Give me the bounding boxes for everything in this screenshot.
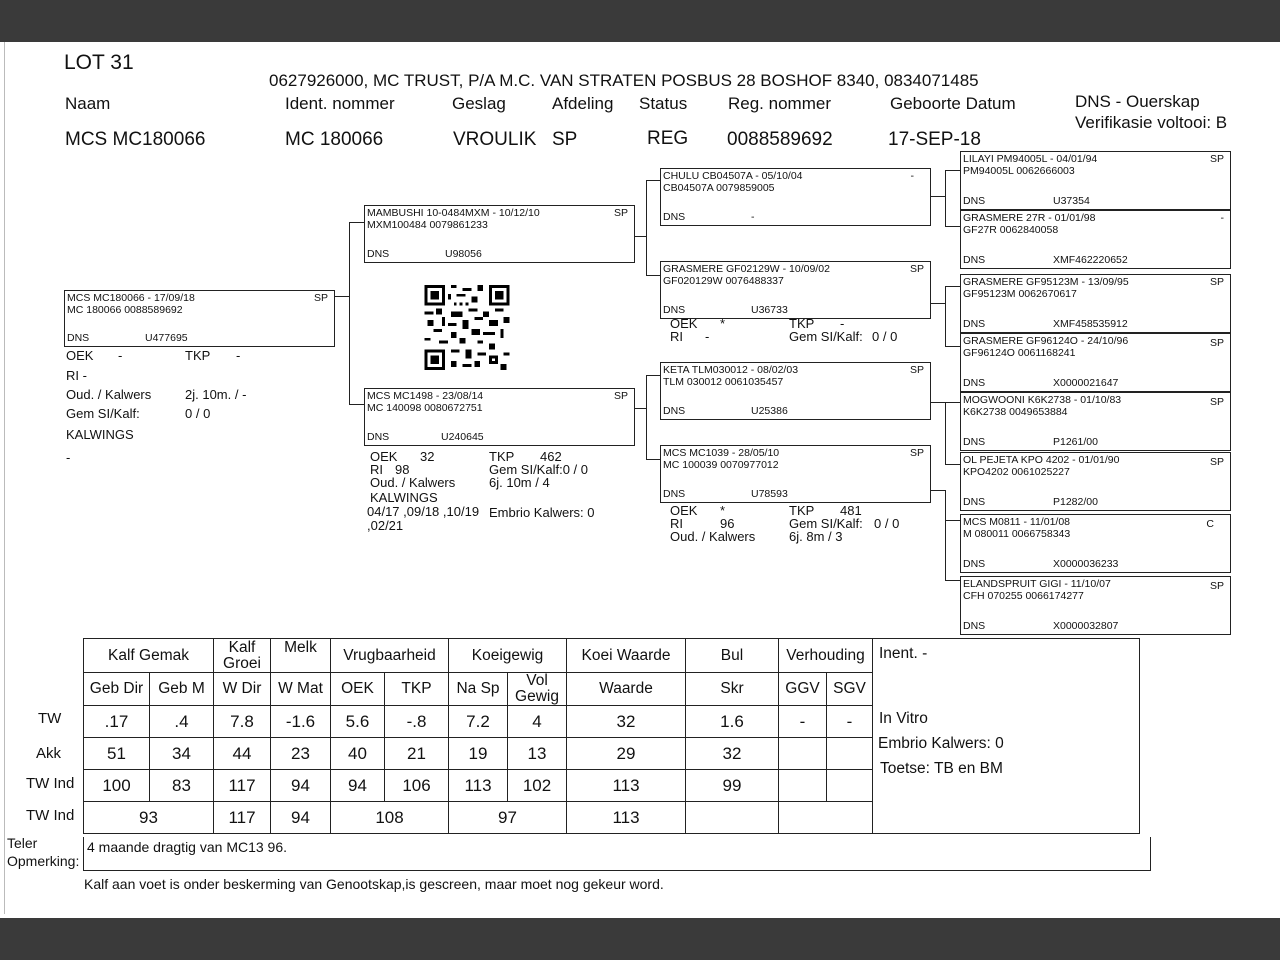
sub-geb-m: Geb M <box>150 673 214 706</box>
ggp-dns-value: X0000032807 <box>1053 620 1119 632</box>
connector <box>349 222 364 223</box>
akk-cell: 32 <box>686 738 779 770</box>
dam-oek-value: 32 <box>420 449 435 464</box>
gp-line1: MCS MC1039 - 28/05/10 <box>663 447 780 459</box>
sub-na-sp: Na Sp <box>449 673 508 706</box>
connector <box>349 222 350 404</box>
gp4-gem-value: 0 / 0 <box>874 516 900 531</box>
akk-cell: 34 <box>150 738 214 770</box>
great-grandparent-box-1 <box>960 151 1231 210</box>
value-afdeling: SP <box>552 129 578 150</box>
gp-sex: SP <box>909 447 924 459</box>
ggp-line2: GF27R 0062840058 <box>963 224 1059 236</box>
connector <box>646 375 647 459</box>
group-koeigewig: Koeigewig <box>449 639 567 673</box>
dam-oek-label: OEK <box>370 449 398 464</box>
animal-kalwings-value: - <box>66 450 71 465</box>
ggp-dns-label: DNS <box>963 558 986 570</box>
ggp-dns-value: XMF462220652 <box>1053 254 1128 266</box>
ggp-sex: SP <box>1209 276 1224 288</box>
gp4-tkp-value: 481 <box>840 503 862 518</box>
value-reg: 0088589692 <box>727 129 833 150</box>
label-ident: Ident. nommer <box>285 94 395 113</box>
connector <box>945 580 960 581</box>
gp-dns-label: DNS <box>663 405 686 417</box>
ggp-dns-value: X0000036233 <box>1053 558 1119 570</box>
connector <box>930 402 945 403</box>
connector <box>646 459 660 460</box>
ggp-dns-label: DNS <box>963 254 986 266</box>
connector <box>945 402 946 464</box>
connector <box>945 490 946 580</box>
in-vitro: In Vitro <box>879 710 928 727</box>
ggp-line2: K6K2738 0049653884 <box>963 406 1068 418</box>
connector <box>334 296 349 297</box>
akk-cell: 40 <box>331 738 385 770</box>
animal-line1: MCS MC180066 - 17/09/18 <box>67 292 195 304</box>
great-grandparent-box-7 <box>960 514 1231 573</box>
top-dark-band <box>0 0 1280 42</box>
inent: Inent. - <box>879 645 928 662</box>
gp-sex: - <box>910 170 914 182</box>
animal-sex: SP <box>313 292 328 304</box>
gp-line1: CHULU CB04507A - 05/10/04 <box>663 170 803 182</box>
connector <box>930 490 945 491</box>
owner-line: 0627926000, MC TRUST, P/A M.C. VAN STRATEN POSBUS 28 BOSHOF 8340, 0834071485 <box>269 71 979 90</box>
remarks-box <box>83 837 1151 871</box>
sub-ggv: GGV <box>779 673 827 706</box>
ggp-line2: GF95123M 0062670617 <box>963 288 1077 300</box>
tw-cell: -.8 <box>385 706 449 738</box>
great-grandparent-box-2 <box>960 210 1231 269</box>
great-grandparent-box-5 <box>960 392 1231 451</box>
gp-line2: MC 100039 0070977012 <box>663 459 779 471</box>
tw-cell: 7.8 <box>214 706 271 738</box>
sire-box <box>364 205 635 263</box>
animal-tkp-label: TKP <box>185 348 211 363</box>
sub-w-dir: W Dir <box>214 673 271 706</box>
tw-cell: .17 <box>84 706 150 738</box>
label-afdeling: Afdeling <box>552 94 614 113</box>
gp4-oek-value: * <box>720 503 726 518</box>
gp4-oud-value: 6j. 8m / 3 <box>789 529 843 544</box>
animal-tkp-value: - <box>236 348 241 363</box>
value-ident: MC 180066 <box>285 129 384 150</box>
ggp-line2: KPO4202 0061025227 <box>963 466 1070 478</box>
ggp-dns-label: DNS <box>963 620 986 632</box>
animal-oek-label: OEK <box>66 348 94 363</box>
akk-cell: 29 <box>567 738 686 770</box>
akk-cell: 13 <box>508 738 567 770</box>
tw-cell: - <box>827 706 873 738</box>
sire-dns-label: DNS <box>367 248 390 260</box>
dam-line2: MC 140098 0080672751 <box>367 402 483 414</box>
ggp-dns-label: DNS <box>963 436 986 448</box>
twind-cell <box>827 770 873 802</box>
sub-sgv: SGV <box>827 673 873 706</box>
animal-line2: MC 180066 0088589692 <box>67 304 183 316</box>
gp-dns-value: U25386 <box>751 405 788 417</box>
gp-line2: CB04507A 0079859005 <box>663 182 775 194</box>
twind-cell: 94 <box>331 770 385 802</box>
row-label-tw: TW <box>38 710 62 727</box>
grandparent-box-3 <box>660 362 931 420</box>
group-koei-waarde: Koei Waarde <box>567 639 686 673</box>
ggp-sex: SP <box>1209 396 1224 408</box>
ggp-line1: GRASMERE GF96124O - 24/10/96 <box>963 335 1129 347</box>
connector <box>945 346 960 347</box>
gp2-gem-label: Gem SI/Kalf: <box>789 329 863 344</box>
lot-number: LOT 31 <box>64 51 134 74</box>
ggp-sex: SP <box>1209 337 1224 349</box>
ggp-line1: LILAYI PM94005L - 04/01/94 <box>963 153 1098 165</box>
tw-cell: .4 <box>150 706 214 738</box>
dam-line1: MCS MC1498 - 23/08/14 <box>367 390 484 402</box>
twind-cell: 117 <box>214 770 271 802</box>
ggp-dns-label: DNS <box>963 496 986 508</box>
gp-dns-value: U78593 <box>751 488 788 500</box>
label-reg: Reg. nommer <box>728 94 831 113</box>
tw-cell: 1.6 <box>686 706 779 738</box>
gp2-oek-value: * <box>720 316 726 331</box>
gp2-oek-label: OEK <box>670 316 698 331</box>
dam-embrio: Embrio Kalwers: 0 <box>489 505 595 520</box>
twind2-cell: 108 <box>331 802 449 834</box>
ggp-sex: C <box>1206 518 1214 530</box>
gp4-tkp-label: TKP <box>789 503 815 518</box>
connector <box>349 404 364 405</box>
toetse: Toetse: TB en BM <box>880 760 1003 777</box>
sub-vol-gewig: Vol Gewig <box>508 673 567 706</box>
gp-dns-label: DNS <box>663 488 686 500</box>
dam-oud-label: Oud. / Kalwers <box>370 475 456 490</box>
dam-gem: Gem SI/Kalf:0 / 0 <box>489 462 588 477</box>
remarks-label-teler: Teler <box>7 835 38 851</box>
ggp-line1: OL PEJETA KPO 4202 - 01/01/90 <box>963 454 1120 466</box>
ggp-dns-label: DNS <box>963 195 986 207</box>
twind2-cell <box>779 802 873 834</box>
animal-oek-value: - <box>118 348 123 363</box>
connector <box>945 170 946 226</box>
sub-oek: OEK <box>331 673 385 706</box>
gp4-ri-label: RI <box>670 516 683 531</box>
gp-sex: SP <box>909 263 924 275</box>
ggp-sex: SP <box>1209 456 1224 468</box>
twind-cell: 100 <box>84 770 150 802</box>
tw-cell: 7.2 <box>449 706 508 738</box>
sire-dns-value: U98056 <box>445 248 482 260</box>
ggp-line2: PM94005L 0062666003 <box>963 165 1075 177</box>
ggp-line2: M 080011 0066758343 <box>963 528 1071 540</box>
label-status: Status <box>639 94 688 113</box>
ggp-sex: - <box>1220 212 1224 224</box>
dam-kalwings-dates-2: ,02/21 <box>367 518 404 533</box>
connector <box>945 520 960 521</box>
remarks-label-opmerking: Opmerking: <box>7 853 80 869</box>
great-grandparent-box-8 <box>960 576 1231 635</box>
grandparent-box-1 <box>660 168 931 226</box>
twind-cell: 113 <box>449 770 508 802</box>
gp-dns-value: U36733 <box>751 304 788 316</box>
label-geslag: Geslag <box>452 94 506 113</box>
connector <box>945 170 960 171</box>
ggp-line2: CFH 070255 0066174277 <box>963 590 1084 602</box>
dam-sex: SP <box>613 390 628 402</box>
ggp-line1: ELANDSPRUIT GIGI - 11/10/07 <box>963 578 1111 590</box>
sub-w-mat: W Mat <box>271 673 331 706</box>
twind-cell: 113 <box>567 770 686 802</box>
gp4-oud-label: Oud. / Kalwers <box>670 529 756 544</box>
akk-cell: 23 <box>271 738 331 770</box>
row-label-tw-ind: TW Ind <box>26 775 75 792</box>
value-geboorte: 17-SEP-18 <box>888 129 981 150</box>
sire-line1: MAMBUSHI 10-0484MXM - 10/12/10 <box>367 207 540 219</box>
connector <box>945 226 960 227</box>
animal-oud-label: Oud. / Kalwers <box>66 387 152 402</box>
connector <box>945 286 946 346</box>
ggp-line1: MCS M0811 - 11/01/08 <box>963 516 1070 528</box>
grandparent-box-4 <box>660 445 931 503</box>
gp2-gem-value: 0 / 0 <box>872 329 898 344</box>
connector <box>930 303 945 304</box>
twind-cell: 99 <box>686 770 779 802</box>
akk-cell <box>827 738 873 770</box>
connector <box>646 275 660 276</box>
twind-cell: 106 <box>385 770 449 802</box>
dam-tkp-value: 462 <box>540 449 562 464</box>
sub-geb-dir: Geb Dir <box>84 673 150 706</box>
row-label-akk: Akk <box>36 745 62 762</box>
great-grandparent-box-4 <box>960 333 1231 392</box>
connector <box>646 375 660 376</box>
dam-dns-value: U240645 <box>441 431 484 443</box>
grandparent-box-2 <box>660 261 931 319</box>
dam-dns-label: DNS <box>367 431 390 443</box>
sire-line2: MXM100484 0079861233 <box>367 219 488 231</box>
gp-line1: KETA TLM030012 - 08/02/03 <box>663 364 799 376</box>
ggp-dns-value: X0000021647 <box>1053 377 1119 389</box>
dam-box <box>364 388 635 446</box>
ggp-line1: MOGWOONI K6K2738 - 01/10/83 <box>963 394 1122 406</box>
twind2-cell: 97 <box>449 802 567 834</box>
dam-kalwings-label: KALWINGS <box>370 490 438 505</box>
side-panel <box>873 639 1140 834</box>
connector <box>945 464 960 465</box>
value-geslag: VROULIK <box>453 129 537 150</box>
connector <box>945 286 960 287</box>
gp4-oek-label: OEK <box>670 503 698 518</box>
dam-ri-label: RI <box>370 462 383 477</box>
ggp-dns-value: P1261/00 <box>1053 436 1098 448</box>
ggp-line1: GRASMERE GF95123M - 13/09/95 <box>963 276 1129 288</box>
twind2-cell: 93 <box>84 802 214 834</box>
ggp-dns-value: U37354 <box>1053 195 1090 207</box>
animal-ri: RI - <box>66 368 87 383</box>
ggp-line1: GRASMERE 27R - 01/01/98 <box>963 212 1096 224</box>
dam-kalwings-dates: 04/17 ,09/18 ,10/19 <box>367 504 480 519</box>
animal-oud-value: 2j. 10m. / - <box>185 387 247 402</box>
akk-cell <box>779 738 827 770</box>
ggp-dns-label: DNS <box>963 318 986 330</box>
row-label-tw-ind-2: TW Ind <box>26 807 75 824</box>
label-naam: Naam <box>65 94 111 113</box>
group-melk: Melk <box>271 639 331 673</box>
gp-dns-label: DNS <box>663 211 686 223</box>
twind2-cell: 113 <box>567 802 686 834</box>
ggp-dns-value: P1282/00 <box>1053 496 1098 508</box>
akk-cell: 19 <box>449 738 508 770</box>
twind-cell: 83 <box>150 770 214 802</box>
animal-kalwings-label: KALWINGS <box>66 427 134 442</box>
twind2-cell: 94 <box>271 802 331 834</box>
twind-cell <box>779 770 827 802</box>
dam-oud-value: 6j. 10m / 4 <box>489 475 550 490</box>
value-naam: MCS MC180066 <box>65 129 206 150</box>
gp4-gem-label: Gem SI/Kalf: <box>789 516 863 531</box>
tw-cell: -1.6 <box>271 706 331 738</box>
twind-cell: 102 <box>508 770 567 802</box>
ggp-dns-label: DNS <box>963 377 986 389</box>
animal-box <box>64 290 335 347</box>
footer-note: Kalf aan voet is onder beskerming van Genootskap,is gescreen, maar moet nog gekeur word. <box>84 876 664 892</box>
gp-line2: GF020129W 0076488337 <box>663 275 784 287</box>
gp-dns-label: DNS <box>663 304 686 316</box>
gp2-tkp-label: TKP <box>789 316 815 331</box>
value-status: REG <box>647 128 689 149</box>
tw-cell: 32 <box>567 706 686 738</box>
sub-skr: Skr <box>686 673 779 706</box>
akk-cell: 21 <box>385 738 449 770</box>
ggp-sex: SP <box>1209 580 1224 592</box>
gp-line1: GRASMERE GF02129W - 10/09/02 <box>663 263 830 275</box>
remarks-text: 4 maande dragtig van MC13 96. <box>87 839 288 855</box>
gp-line2: TLM 030012 0061035457 <box>663 376 784 388</box>
animal-gem-label: Gem SI/Kalf: <box>66 406 140 421</box>
tw-cell: 5.6 <box>331 706 385 738</box>
twind-cell: 94 <box>271 770 331 802</box>
dam-tkp-label: TKP <box>489 449 515 464</box>
ggp-dns-value: XMF458535912 <box>1053 318 1128 330</box>
gp2-ri-label: RI <box>670 329 683 344</box>
akk-cell: 51 <box>84 738 150 770</box>
connector <box>930 196 945 197</box>
label-geboorte: Geboorte Datum <box>890 94 1016 113</box>
gp2-ri-value: - <box>705 329 710 344</box>
group-kalf-gemak: Kalf Gemak <box>84 639 214 673</box>
gp-dns-value: - <box>751 211 755 223</box>
group-verhouding: Verhouding <box>779 639 873 673</box>
twind2-cell <box>686 802 779 834</box>
connector <box>646 180 647 275</box>
connector <box>945 402 960 403</box>
animal-dns-value: U477695 <box>145 332 188 344</box>
connector <box>646 180 660 181</box>
great-grandparent-box-3 <box>960 274 1231 333</box>
animal-dns-label: DNS <box>67 332 90 344</box>
twind2-cell: 117 <box>214 802 271 834</box>
group-vrugbaarheid: Vrugbaarheid <box>331 639 449 673</box>
ggp-line2: GF96124O 0061168241 <box>963 347 1076 359</box>
verifikasie: Verifikasie voltooi: B <box>1075 113 1228 132</box>
qr-code <box>422 285 512 370</box>
ggp-sex: SP <box>1209 153 1224 165</box>
dam-ri-value: 98 <box>395 462 410 477</box>
bottom-dark-band <box>0 918 1280 960</box>
tw-cell: - <box>779 706 827 738</box>
gp4-ri-value: 96 <box>720 516 735 531</box>
sub-tkp: TKP <box>385 673 449 706</box>
great-grandparent-box-6 <box>960 452 1231 511</box>
group-kalf-groei: Kalf Groei <box>214 639 271 673</box>
embrio-kalwers: Embrio Kalwers: 0 <box>878 735 1004 752</box>
animal-gem-value: 0 / 0 <box>185 406 211 421</box>
akk-cell: 44 <box>214 738 271 770</box>
dns-title: DNS - Ouerskap <box>1075 92 1200 111</box>
gp-sex: SP <box>909 364 924 376</box>
sire-sex: SP <box>613 207 628 219</box>
breeding-values-table <box>83 638 1140 834</box>
sub-waarde: Waarde <box>567 673 686 706</box>
gp2-tkp-value: - <box>840 316 845 331</box>
tw-cell: 4 <box>508 706 567 738</box>
group-bul: Bul <box>686 639 779 673</box>
